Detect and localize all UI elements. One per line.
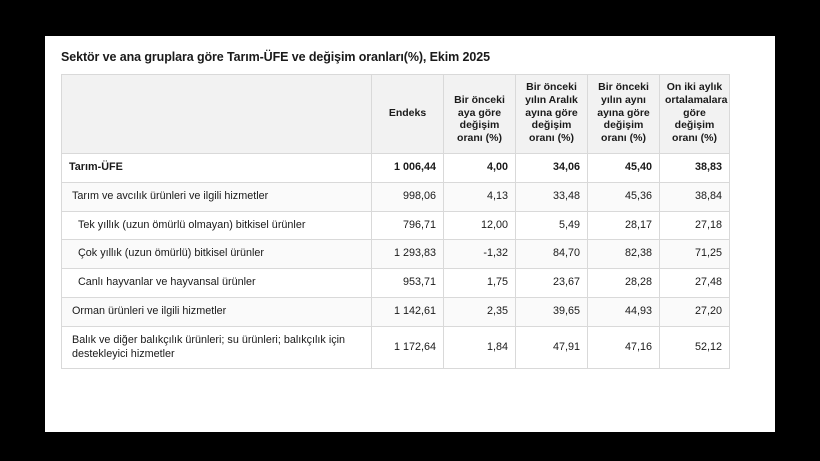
column-header-blank [62,75,372,154]
cell-twelve-month-average-change: 52,12 [660,326,730,369]
cell-yearly-change: 28,17 [588,211,660,240]
table-body [62,153,730,369]
cell-twelve-month-average-change: 27,20 [660,298,730,327]
table-row [62,298,730,327]
cell-yearly-change: 45,36 [588,182,660,211]
cell-twelve-month-average-change: 27,48 [660,269,730,298]
cell-yearly-change: 44,93 [588,298,660,327]
cell-monthly-change: 1,84 [444,326,516,369]
document-page [45,36,775,432]
cell-endeks: 953,71 [372,269,444,298]
table-row [62,269,730,298]
cell-december-change: 23,67 [516,269,588,298]
cell-december-change: 39,65 [516,298,588,327]
cell-endeks: 1 293,83 [372,240,444,269]
cell-monthly-change: 4,13 [444,182,516,211]
row-label: Balık ve diğer balıkçılık ürünleri; su ürünleri; balıkçılık için destekleyici hizmetler [62,326,372,369]
cell-yearly-change: 47,16 [588,326,660,369]
cell-yearly-change: 45,40 [588,153,660,182]
table-row [62,240,730,269]
cell-twelve-month-average-change: 38,83 [660,153,730,182]
table-row [62,326,730,369]
cell-monthly-change: 2,35 [444,298,516,327]
cell-endeks: 1 172,64 [372,326,444,369]
cell-yearly-change: 82,38 [588,240,660,269]
cell-december-change: 33,48 [516,182,588,211]
cell-monthly-change: -1,32 [444,240,516,269]
cell-endeks: 1 142,61 [372,298,444,327]
row-label: Tarım ve avcılık ürünleri ve ilgili hizmetler [62,182,372,211]
cell-endeks: 1 006,44 [372,153,444,182]
row-label: Orman ürünleri ve ilgili hizmetler [62,298,372,327]
header-row [62,75,730,154]
column-header-yearly-change: Bir önceki yılın aynı ayına göre değişim oranı (%) [588,75,660,154]
cell-endeks: 998,06 [372,182,444,211]
table-header [62,75,730,154]
page-title: Sektör ve ana gruplara göre Tarım-ÜFE ve değişim oranları(%), Ekim 2025 [61,50,490,64]
cell-december-change: 84,70 [516,240,588,269]
cell-december-change: 47,91 [516,326,588,369]
column-header-monthly-change: Bir önceki aya göre değişim oranı (%) [444,75,516,154]
cell-december-change: 5,49 [516,211,588,240]
column-header-december-change: Bir önceki yılın Aralık ayına göre değişim oranı (%) [516,75,588,154]
cell-yearly-change: 28,28 [588,269,660,298]
row-label: Tek yıllık (uzun ömürlü olmayan) bitkisel ürünler [62,211,372,240]
table-row [62,211,730,240]
data-table [61,74,730,369]
row-label: Tarım-ÜFE [62,153,372,182]
table-row [62,182,730,211]
cell-monthly-change: 12,00 [444,211,516,240]
cell-twelve-month-average-change: 38,84 [660,182,730,211]
column-header-endeks: Endeks [372,75,444,154]
cell-december-change: 34,06 [516,153,588,182]
cell-monthly-change: 1,75 [444,269,516,298]
row-label: Canlı hayvanlar ve hayvansal ürünler [62,269,372,298]
cell-twelve-month-average-change: 71,25 [660,240,730,269]
cell-endeks: 796,71 [372,211,444,240]
row-label: Çok yıllık (uzun ömürlü) bitkisel ürünler [62,240,372,269]
cell-twelve-month-average-change: 27,18 [660,211,730,240]
table-row [62,153,730,182]
column-header-twelve-month-average-change: On iki aylık ortalamalara göre değişim oranı (%) [660,75,730,154]
cell-monthly-change: 4,00 [444,153,516,182]
